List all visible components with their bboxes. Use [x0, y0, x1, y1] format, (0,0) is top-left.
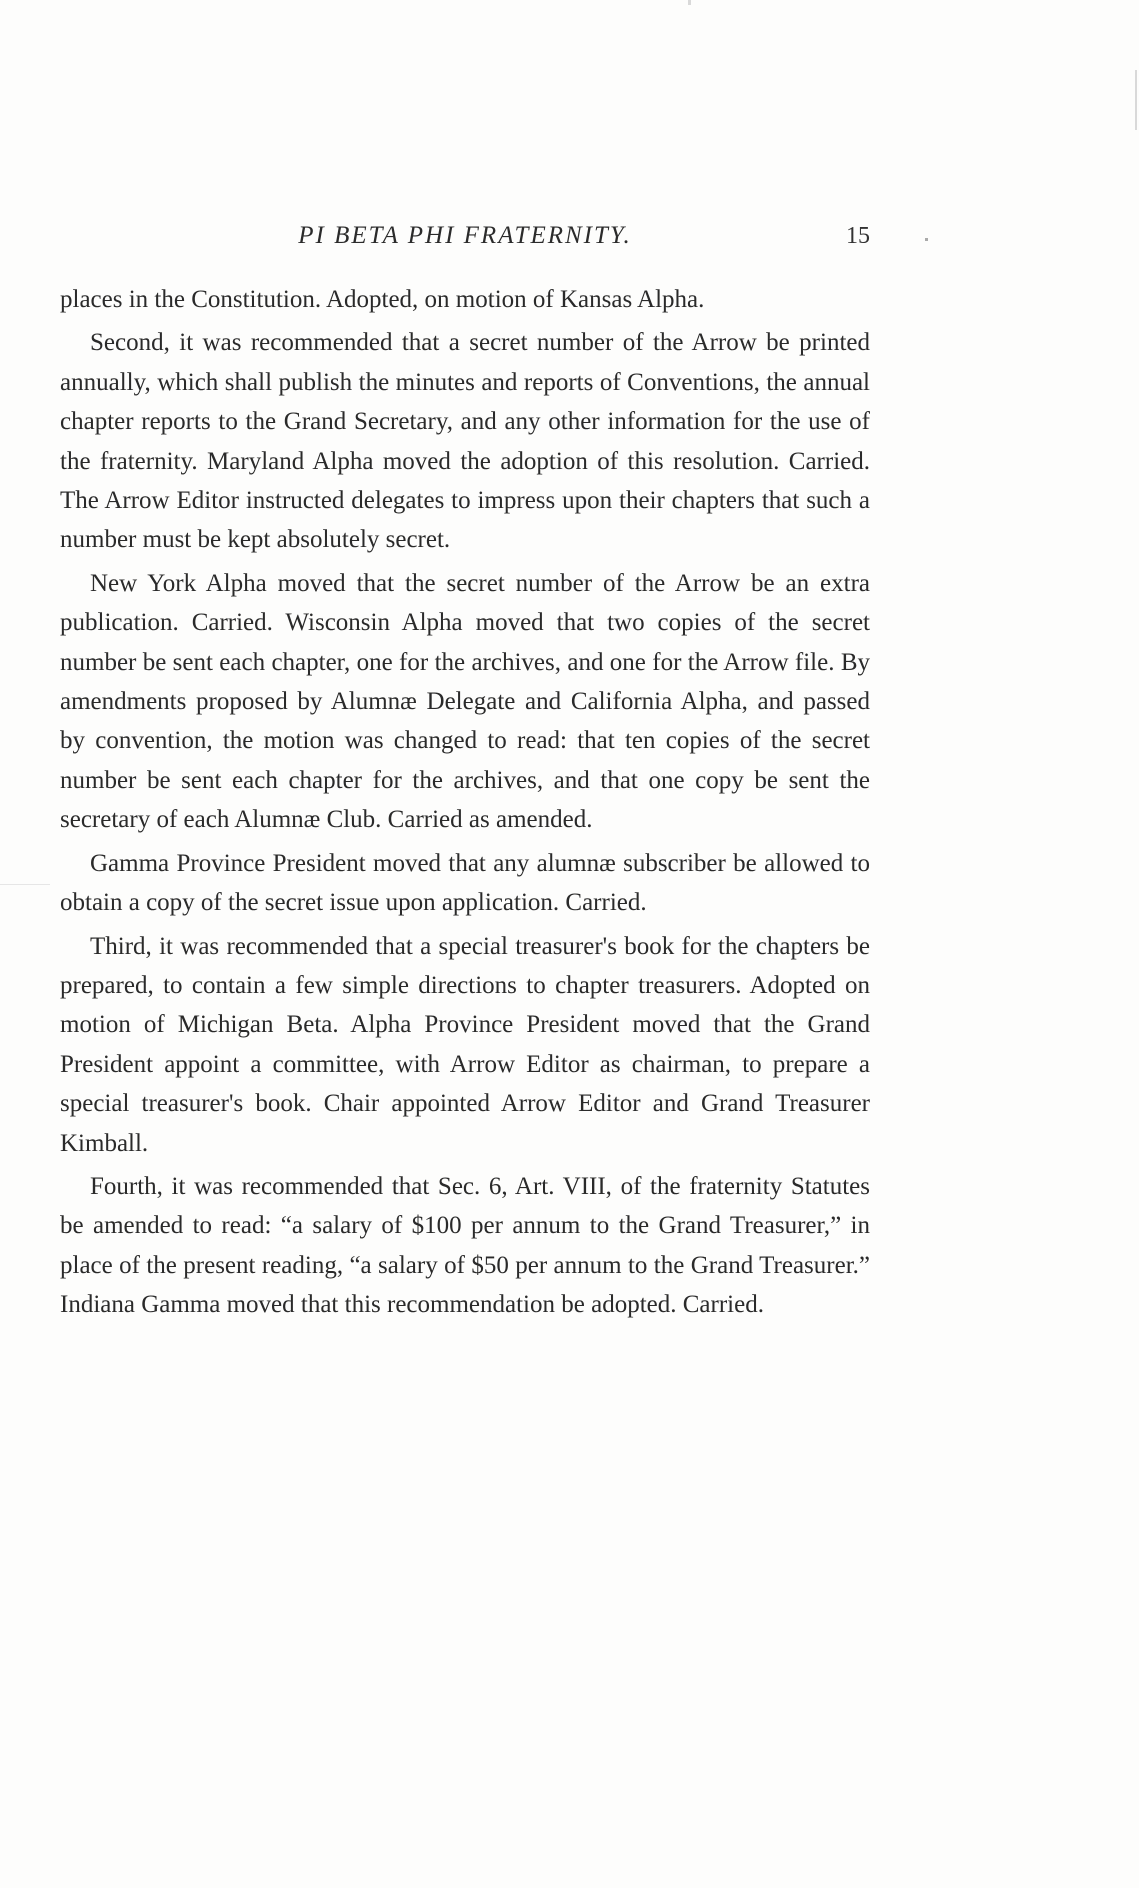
paragraph-gamma-province-motion: Gamma Province President moved that any alumnæ subscriber be allowed to obtain a copy of the secret issue upon application. Carried. — [60, 849, 870, 917]
page-number: 15 — [846, 223, 870, 249]
paragraph-new-york-alpha-motion: New York Alpha moved that the secret number of the Arrow be an extra publication. Carried. Wisconsin Alpha moved that two copies of the secret number be sent each chapter, one for the archives, and one for the Arrow file. By amendments proposed by Alumnæ Delegate and California Alpha, and passed by convention, the motion was changed to read: that ten copies of the secret number be sent each chapter for the archives, and that one copy be sent the secretary of each Alumnæ Club. Carried as amended. — [60, 569, 870, 834]
scan-artifact-dot — [925, 238, 928, 241]
running-header — [60, 222, 870, 262]
paragraph-second-recommendation: Second, it was recommended that a secret number of the Arrow be printed annually, which shall publish the minutes and reports of Conventions, the annual chapter reports to the Grand Secretary, and any other information for the use of the fraternity. Maryland Alpha moved the adoption of this resolution. Carried. The Arrow Editor instructed delegates to impress upon their chapters that such a number must be kept absolutely secret. — [60, 329, 870, 554]
paragraph-fourth-recommendation: Fourth, it was recommended that Sec. 6, Art. VIII, of the fraternity Statutes be amended to read: “a salary of $100 per annum to the Grand Treasurer,” in place of the present reading, “a salary of $50 per annum to the Grand Treasurer.” Indiana Gamma moved that this recommendation be adopted. Carried. — [60, 1172, 870, 1319]
running-title: PI BETA PHI FRATERNITY. — [298, 222, 632, 249]
paragraph-continuation: places in the Constitution. Adopted, on motion of Kansas Alpha. — [60, 286, 705, 313]
scan-artifact-left-mark — [0, 884, 50, 885]
paragraph-third-recommendation: Third, it was recommended that a special treasurer's book for the chapters be prepared, to contain a few simple directions to chapter treasurers. Adopted on motion of Michigan Beta. Alpha Province President moved that the Grand President appoint a committee, with Arrow Editor as chairman, to prepare a special treasurer's book. Chair appointed Arrow Editor and Grand Treasurer Kimball. — [60, 932, 870, 1157]
scan-artifact-right-edge — [1135, 70, 1137, 130]
body-text — [60, 280, 870, 1329]
scan-artifact-top — [688, 0, 691, 5]
